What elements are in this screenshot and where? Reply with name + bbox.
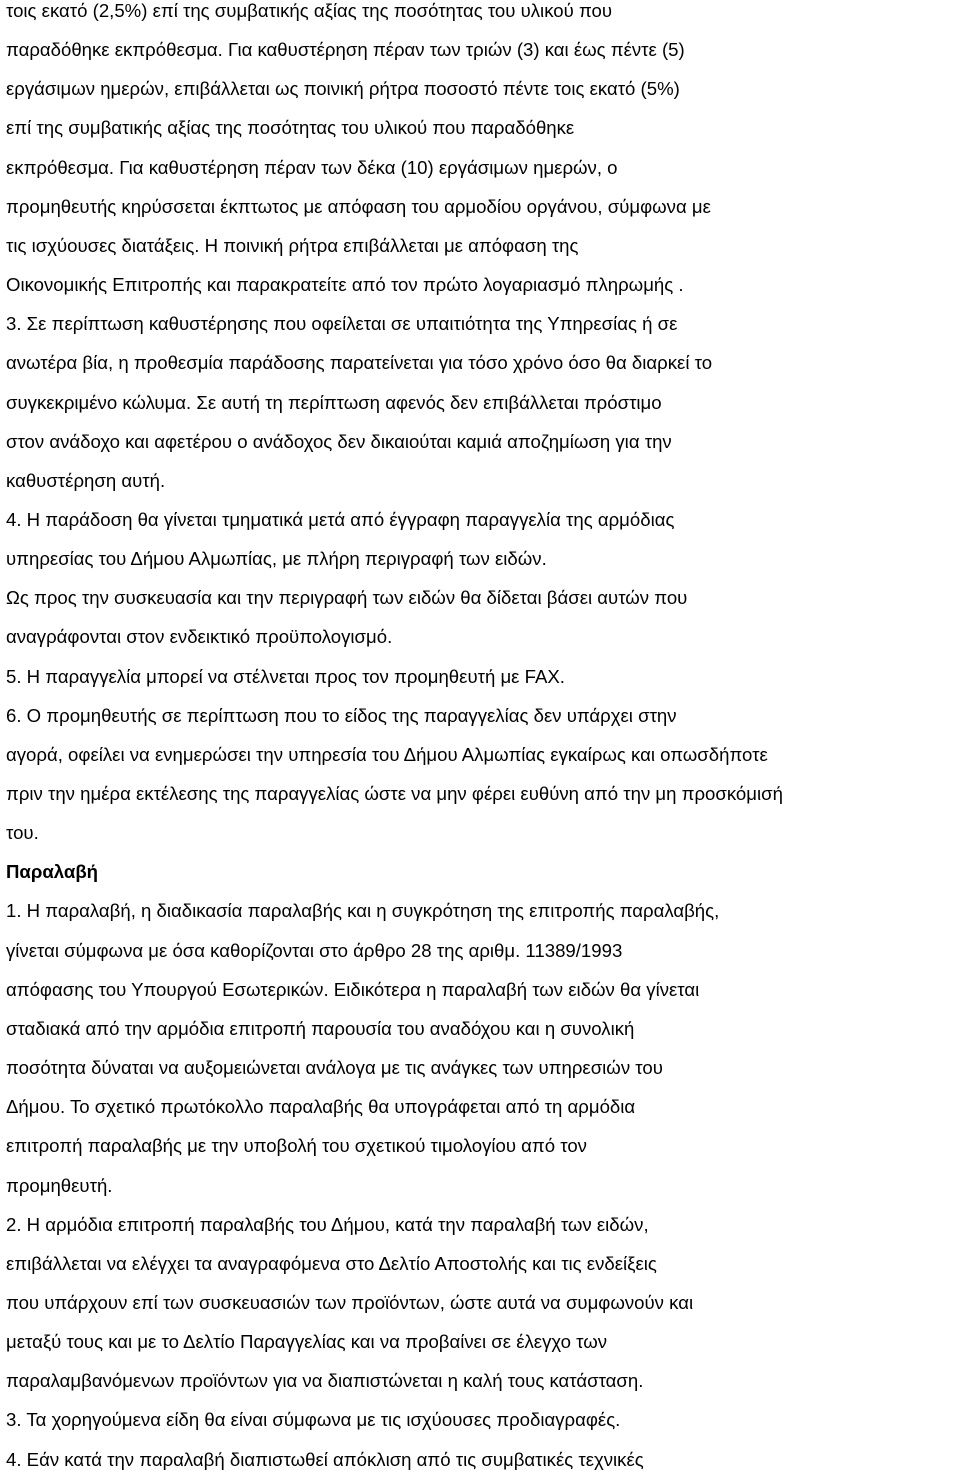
text-line: καθυστέρηση αυτή.	[6, 469, 166, 491]
text-line: συγκεκριμένο κώλυμα. Σε αυτή τη περίπτωση αφενός δεν επιβάλλεται πρόστιμο	[6, 391, 662, 413]
text-line: εργάσιμων ημερών, επιβάλλεται ως ποινική ρήτρα ποσοστό πέντε τοις εκατό (5%)	[6, 78, 680, 100]
text-line: 5. Η παραγγελία μπορεί να στέλνεται προς τον προμηθευτή με FAX.	[6, 665, 565, 687]
text-line: 3. Σε περίπτωση καθυστέρησης που οφείλεται σε υπαιτιότητα της Υπηρεσίας ή σε	[6, 313, 678, 335]
text-line: επιτροπή παραλαβής με την υποβολή του σχετικού τιμολογίου από τον	[6, 1135, 587, 1157]
text-line: πριν την ημέρα εκτέλεσης της παραγγελίας ώστε να μην φέρει ευθύνη από την μη προσκόμισή	[6, 783, 783, 804]
text-line: 4. Η παράδοση θα γίνεται τμηματικά μετά από έγγραφη παραγγελία της αρμόδιας	[6, 508, 675, 530]
text-line: Ως προς την συσκευασία και την περιγραφή των ειδών θα δίδεται βάσει αυτών που	[6, 587, 688, 609]
text-line: επί της συμβατικής αξίας της ποσότητας του υλικού που παραδόθηκε	[6, 117, 575, 139]
text-line: 6. Ο προμηθευτής σε περίπτωση που το είδος της παραγγελίας δεν υπάρχει στην	[6, 704, 677, 726]
text-line: παραδόθηκε εκπρόθεσμα. Για καθυστέρηση πέραν των τριών (3) και έως πέντε (5)	[6, 39, 685, 61]
text-line: 3. Τα χορηγούμενα είδη θα είναι σύμφωνα με τις ισχύουσες προδιαγραφές.	[6, 1409, 621, 1431]
text-line: γίνεται σύμφωνα με όσα καθορίζονται στο άρθρο 28 της αριθμ. 11389/1993	[6, 939, 623, 961]
text-line: απόφασης του Υπουργού Εσωτερικών. Ειδικότερα η παραλαβή των ειδών θα γίνεται	[6, 978, 700, 1000]
text-line: σταδιακά από την αρμόδια επιτροπή παρουσία του αναδόχου και η συνολική	[6, 1017, 635, 1039]
text-line: αγορά, οφείλει να ενημερώσει την υπηρεσία του Δήμου Αλμωπίας εγκαίρως και οπωσδήποτε	[6, 743, 768, 765]
text-line: που υπάρχουν επί των συσκευασιών των προϊόντων, ώστε αυτά να συμφωνούν και	[6, 1291, 694, 1313]
text-line: μεταξύ τους και με το Δελτίο Παραγγελίας και να προβαίνει σε έλεγχο των	[6, 1331, 608, 1353]
text-line: τοις εκατό (2,5%) επί της συμβατικής αξίας της ποσότητας του υλικού που	[6, 0, 613, 21]
text-line: τις ισχύουσες διατάξεις. Η ποινική ρήτρα επιβάλλεται με απόφαση της	[6, 234, 579, 256]
text-line: 4. Εάν κατά την παραλαβή διαπιστωθεί απόκλιση από τις συμβατικές τεχνικές	[6, 1448, 644, 1470]
text-line: επιβάλλεται να ελέγχει τα αναγραφόμενα στο Δελτίο Αποστολής και τις ενδείξεις	[6, 1252, 657, 1274]
text-line: ανωτέρα βία, η προθεσμία παράδοσης παρατείνεται για τόσο χρόνο όσο θα διαρκεί το	[6, 352, 713, 374]
text-line: του.	[6, 822, 39, 844]
section-heading: Παραλαβή	[6, 861, 99, 883]
text-line: Οικονομικής Επιτροπής και παρακρατείτε από τον πρώτο λογαριασμό πληρωμής .	[6, 274, 684, 296]
text-line: προμηθευτή.	[6, 1174, 113, 1196]
text-line: στον ανάδοχο και αφετέρου ο ανάδοχος δεν δικαιούται καμιά αποζημίωση για την	[6, 430, 672, 452]
text-line: 2. Η αρμόδια επιτροπή παραλαβής του Δήμου, κατά την παραλαβή των ειδών,	[6, 1213, 649, 1235]
text-line: ποσότητα δύναται να αυξομειώνεται ανάλογα με τις ανάγκες των υπηρεσιών του	[6, 1057, 663, 1079]
text-line: προμηθευτής κηρύσσεται έκπτωτος με απόφαση του αρμοδίου οργάνου, σύμφωνα με	[6, 195, 711, 217]
text-line: παραλαμβανόμενων προϊόντων για να διαπιστώνεται η καλή τους κατάσταση.	[6, 1370, 644, 1392]
text-line: υπηρεσίας του Δήμου Αλμωπίας, με πλήρη περιγραφή των ειδών.	[6, 548, 547, 570]
text-line: Δήμου. Το σχετικό πρωτόκολλο παραλαβής θα υπογράφεται από τη αρμόδια	[6, 1096, 636, 1118]
text-line: 1. Η παραλαβή, η διαδικασία παραλαβής και η συγκρότηση της επιτροπής παραλαβής,	[6, 900, 720, 922]
text-line: αναγράφονται στον ενδεικτικό προϋπολογισμό.	[6, 626, 393, 648]
text-line: εκπρόθεσμα. Για καθυστέρηση πέραν των δέκα (10) εργάσιμων ημερών, ο	[6, 156, 618, 178]
